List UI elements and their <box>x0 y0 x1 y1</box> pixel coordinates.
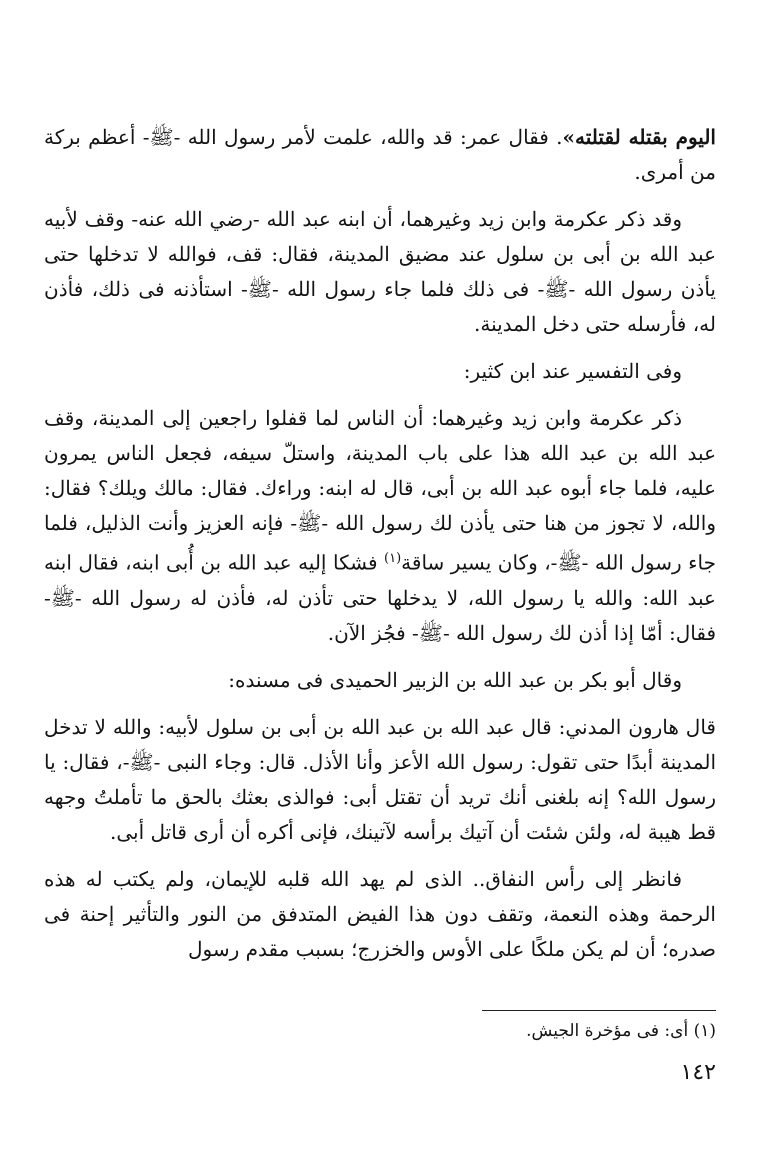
paragraph-4 <box>44 401 716 651</box>
paragraph-5: وقال أبو بكر بن عبد الله بن الزبير الحميدى فى مسنده: <box>228 667 682 692</box>
paragraph-7: فانظر إلى رأس النفاق.. الذى لم يهد الله قلبه للإيمان، ولم يكتب له هذه الرحمة وهذه النعمة، وتقف دون هذا الفيض المتدفق من النور والتأثير إحنة فى صدره؛ أن لم يكن ملكًا على الأوس والخزرج؛ بسبب مقدم رسول <box>44 866 716 961</box>
paragraph-2: وقد ذكر عكرمة وابن زيد وغيرهما، أن ابنه عبد الله -رضي الله عنه- وقف لأبيه عبد الله بن أبى بن سلول عند مضيق المدينة، فقال: قف، فوالله لا تدخلها حتى يأذن رسول الله -ﷺ- فى ذلك فلما جاء رسول الله -ﷺ- استأذنه فى ذلك، فأذن له، فأرسله حتى دخل المدينة. <box>44 207 716 336</box>
document-page <box>44 120 716 1110</box>
paragraph-1 <box>44 120 716 190</box>
paragraph-6: قال هارون المدني: قال عبد الله بن عبد الله بن أبى بن سلول لأبيه: والله لا تدخل المدينة أبدًا حتى تقول: رسول الله الأعز وأنا الأذل. قال: وجاء النبى -ﷺ-، فقال: يا رسول الله؟ إنه بلغنى أنك تريد أن تقتل أبى: فوالذى بعثك بالحق ما تأملتُ وجهه قط هيبة له، ولئن شئت أن آتيك برأسه لآتينك، فإنى أكره أن أرى قاتل أبى. <box>44 714 716 844</box>
footnote: (١) أى: فى مؤخرة الجيش. <box>526 1021 716 1041</box>
footnote-divider <box>482 1010 716 1011</box>
paragraph-3: وفى التفسير عند ابن كثير: <box>463 359 682 383</box>
paragraph-4-text-continued: فشكا إليه عبد الله بن أُبى ابنه، فقال ابنه عبد الله: والله يا رسول الله، لا يدخلها حتى تأذن له، فأذن له رسول الله -ﷺ- فقال: أمّا إذا أذن لك رسول الله -ﷺ- فجُز الآن. <box>44 550 716 645</box>
page-number: ١٤٢ <box>680 1060 716 1085</box>
paragraph-1-text: . فقال عمر: قد والله، علمت لأمر رسول الله -ﷺ- أعظم بركة من أمرى. <box>44 125 716 184</box>
paragraph-1-lead: اليوم بقتله لقتلته» <box>562 125 716 149</box>
footnote-reference: (١) <box>384 551 402 566</box>
paragraph-4-text: ذكر عكرمة وابن زيد وغيرهما: أن الناس لما قفلوا راجعين إلى المدينة، وقف عبد الله بن عبد الله هذا على باب المدينة، واستلّ سيفه، فجعل الناس يمرون عليه، فلما جاء أبوه عبد الله بن أبى، قال له ابنه: وراءك. فقال: مالك ويلك؟ فقال: والله، لا تجوز من هنا حتى يأذن لك رسول الله -ﷺ- فإنه العزيز وأنت الذليل، فلما جاء رسول الله -ﷺ-، وكان يسير ساقة <box>44 406 716 575</box>
